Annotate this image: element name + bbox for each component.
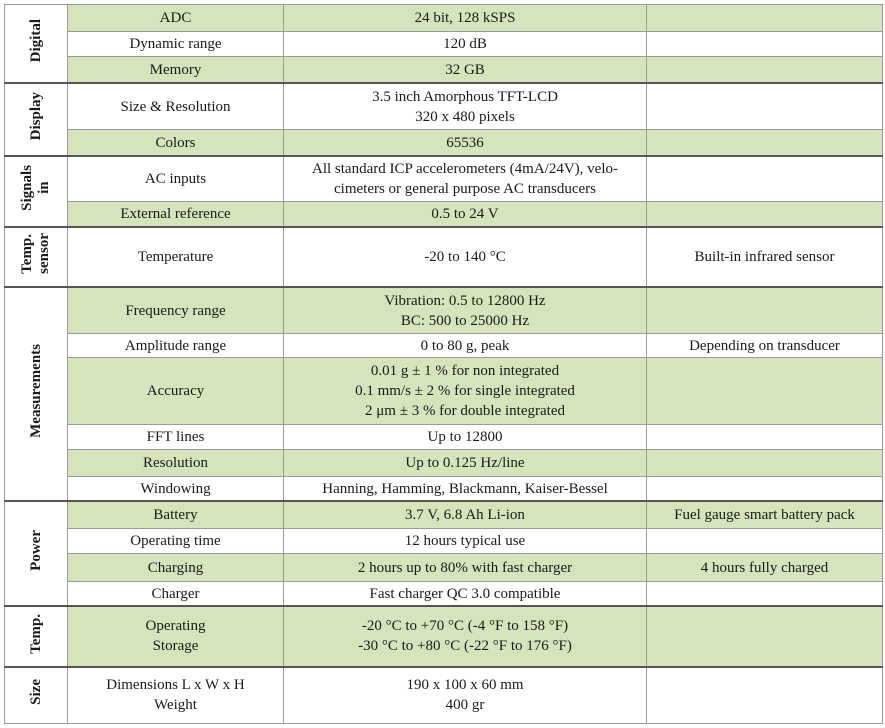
cell-line: 32 GB (445, 61, 485, 78)
cell-line: 0.5 to 24 V (431, 205, 499, 222)
cell-line: -20 °C to +70 °C (-4 °F to 158 °F) (361, 618, 569, 635)
value-cell (284, 5, 647, 32)
cell-line: All standard ICP accelerometers (4mA/24V), velo- (311, 160, 618, 177)
parameter-cell: Charger (68, 582, 284, 606)
table-row (5, 334, 883, 358)
table-row (5, 287, 883, 333)
note-cell (647, 156, 883, 201)
cell-line: cimeters or general purpose AC transducers (334, 180, 596, 197)
specifications-table (4, 4, 883, 724)
cell-line: 120 dB (443, 36, 487, 53)
group-label-cell (5, 227, 68, 288)
note-cell (647, 606, 883, 667)
parameter-cell: Accuracy (68, 358, 284, 425)
group-label-cell (5, 156, 68, 227)
cell-line: 2 hours up to 80% with fast charger (357, 559, 573, 576)
cell-line: 3.7 V, 6.8 Ah Li-ion (405, 507, 525, 524)
cell-line: -20 to 140 °C (424, 248, 506, 265)
table-row (5, 83, 883, 129)
group-label: Display (27, 92, 44, 141)
parameter-cell: Operating time (68, 528, 284, 553)
table-row (5, 32, 883, 57)
value-cell (284, 287, 647, 333)
table-row (5, 667, 883, 724)
note-cell: 4 hours fully charged (647, 554, 883, 582)
parameter-cell: Memory (68, 57, 284, 83)
cell-line: 65536 (446, 134, 484, 151)
note-cell (647, 130, 883, 156)
table-row (5, 227, 883, 288)
table-row (5, 201, 883, 226)
group-label-cell (5, 5, 68, 84)
value-cell (284, 156, 647, 201)
parameter-cell (68, 667, 284, 724)
cell-line: Fast charger QC 3.0 compatible (369, 585, 561, 602)
parameter-cell: Temperature (68, 227, 284, 288)
cell-line: 190 x 100 x 60 mm (406, 677, 524, 694)
group-label: Signals in (19, 165, 52, 212)
table-row (5, 156, 883, 201)
value-cell (284, 450, 647, 477)
cell-line: 0 to 80 g, peak (420, 337, 510, 354)
table-row (5, 606, 883, 667)
table-row (5, 554, 883, 582)
table-row (5, 450, 883, 477)
value-cell (284, 57, 647, 83)
parameter-cell: Dynamic range (68, 32, 284, 57)
note-cell (647, 83, 883, 129)
table-row (5, 424, 883, 449)
group-label: Size (27, 679, 44, 706)
note-cell: Built-in infrared sensor (647, 227, 883, 288)
cell-line: 0.01 g ± 1 % for non integrated (370, 363, 560, 380)
note-cell (647, 450, 883, 477)
group-label-cell (5, 83, 68, 156)
parameter-cell: Amplitude range (68, 334, 284, 358)
value-cell (284, 667, 647, 724)
parameter-cell: Frequency range (68, 287, 284, 333)
cell-line: Up to 12800 (427, 429, 503, 446)
table-row (5, 358, 883, 425)
cell-line: Operating (145, 618, 206, 635)
cell-line: Storage (152, 638, 199, 655)
cell-line: 3.5 inch Amorphous TFT-LCD (372, 88, 558, 105)
parameter-cell (68, 606, 284, 667)
cell-line: Up to 0.125 Hz/line (405, 455, 525, 472)
cell-line: 2 μm ± 3 % for double integrated (365, 403, 565, 420)
value-cell (284, 501, 647, 528)
value-cell (284, 582, 647, 606)
cell-line: 320 x 480 pixels (415, 108, 515, 125)
table-row (5, 477, 883, 501)
value-cell (284, 130, 647, 156)
note-cell (647, 582, 883, 606)
value-cell (284, 227, 647, 288)
table-row (5, 5, 883, 32)
cell-line: 24 bit, 128 kSPS (414, 10, 516, 27)
note-cell (647, 5, 883, 32)
cell-line: 12 hours typical use (404, 533, 526, 550)
cell-line: Hanning, Hamming, Blackmann, Kaiser-Bessel (322, 480, 608, 497)
parameter-cell: FFT lines (68, 424, 284, 449)
table-row (5, 501, 883, 528)
value-cell (284, 358, 647, 425)
parameter-cell: ADC (68, 5, 284, 32)
parameter-cell: External reference (68, 201, 284, 226)
group-label: Temp. sensor (19, 233, 52, 275)
note-cell (647, 528, 883, 553)
note-cell (647, 358, 883, 425)
cell-line: BC: 500 to 25000 Hz (400, 312, 530, 329)
parameter-cell: AC inputs (68, 156, 284, 201)
parameter-cell: Resolution (68, 450, 284, 477)
cell-line: 0.1 mm/s ± 2 % for single integrated (355, 383, 575, 400)
cell-line: -30 °C to +80 °C (-22 °F to 176 °F) (358, 638, 572, 655)
group-label: Digital (27, 18, 44, 63)
parameter-cell: Size & Resolution (68, 83, 284, 129)
table-row (5, 528, 883, 553)
value-cell (284, 201, 647, 226)
note-cell (647, 201, 883, 226)
group-label: Power (27, 530, 44, 572)
value-cell (284, 554, 647, 582)
value-cell (284, 334, 647, 358)
note-cell (647, 57, 883, 83)
note-cell (647, 477, 883, 501)
group-label-cell (5, 667, 68, 724)
parameter-cell: Battery (68, 501, 284, 528)
value-cell (284, 32, 647, 57)
table-row (5, 582, 883, 606)
note-cell (647, 287, 883, 333)
value-cell (284, 424, 647, 449)
cell-line: 400 gr (445, 697, 485, 714)
note-cell (647, 667, 883, 724)
value-cell (284, 528, 647, 553)
specifications-body (5, 5, 883, 724)
table-row (5, 130, 883, 156)
table-row (5, 57, 883, 83)
cell-line: Dimensions L x W x H (106, 677, 245, 694)
group-label-cell (5, 287, 68, 501)
group-label-cell (5, 606, 68, 667)
parameter-cell: Colors (68, 130, 284, 156)
parameter-cell: Windowing (68, 477, 284, 501)
note-cell: Fuel gauge smart battery pack (647, 501, 883, 528)
value-cell (284, 606, 647, 667)
parameter-cell: Charging (68, 554, 284, 582)
cell-line: Vibration: 0.5 to 12800 Hz (384, 292, 546, 309)
note-cell: Depending on transducer (647, 334, 883, 358)
cell-line: Weight (154, 697, 197, 714)
group-label: Temp. (27, 613, 44, 654)
group-label-cell (5, 501, 68, 606)
value-cell (284, 477, 647, 501)
note-cell (647, 32, 883, 57)
value-cell (284, 83, 647, 129)
note-cell (647, 424, 883, 449)
group-label: Measurements (27, 344, 44, 439)
